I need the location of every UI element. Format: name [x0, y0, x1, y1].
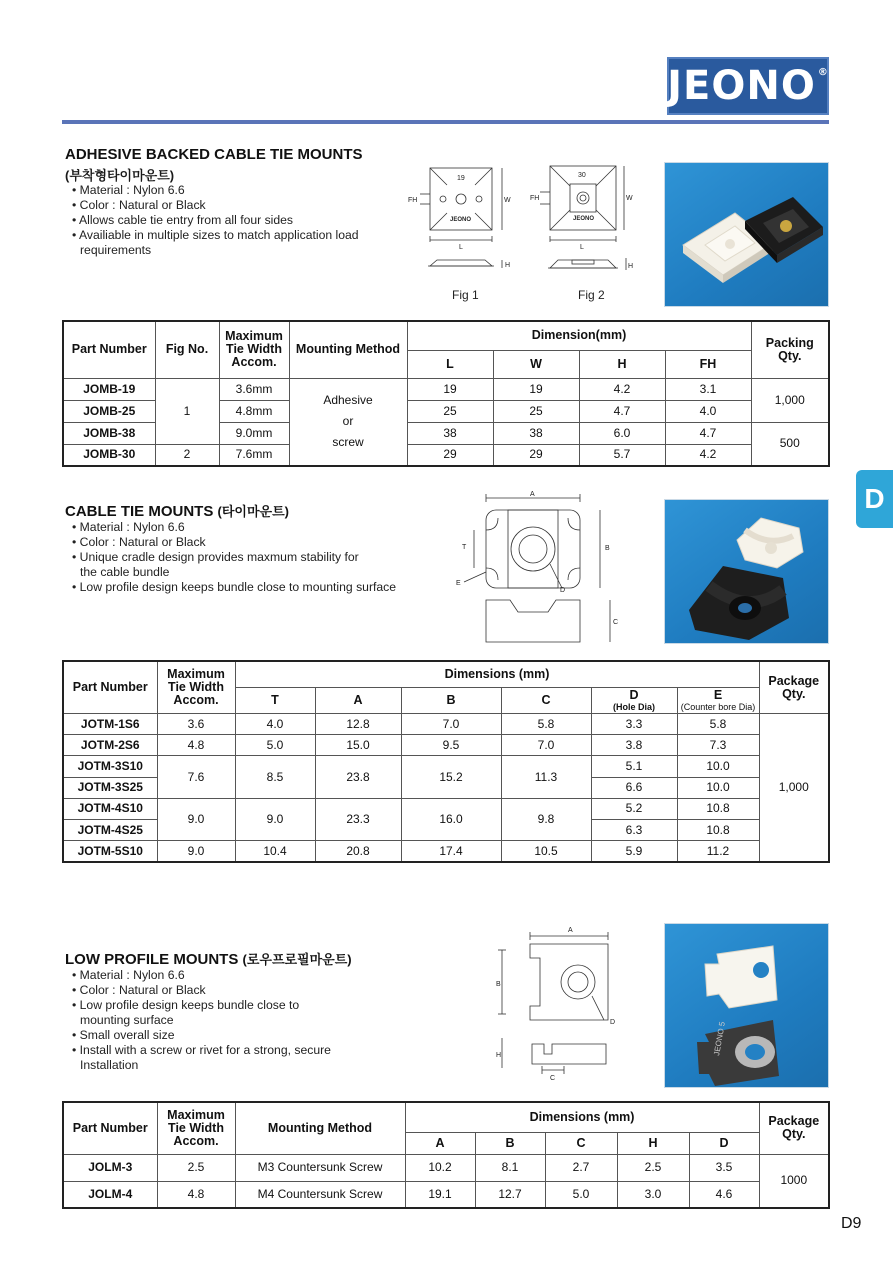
dim-a: 20.8: [315, 841, 401, 862]
dim-l: 38: [407, 422, 493, 444]
header-rule: [62, 120, 829, 124]
dim-h: 6.0: [579, 422, 665, 444]
dim-fh: 4.7: [665, 422, 751, 444]
brand-name: JEONO: [667, 63, 816, 109]
bullet: • Unique cradle design provides maxmum stability for the cable bundle: [68, 550, 378, 580]
part-number: JOTM-3S10: [63, 756, 157, 777]
part-number: JOMB-30: [63, 444, 155, 466]
dim-c: 11.3: [501, 756, 591, 798]
dim-c: 10.5: [501, 841, 591, 862]
fig1-h-label: H: [505, 262, 511, 269]
fig2-size-label: 30: [578, 172, 586, 179]
part-number: JOTM-2S6: [63, 735, 157, 756]
dim-w: 25: [493, 400, 579, 422]
page-number: D9: [841, 1215, 862, 1232]
bullet: • Low profile design keeps bundle close to mounting surface: [68, 580, 438, 595]
part-number: JOLM-4: [63, 1181, 157, 1208]
header-h: H: [617, 1132, 689, 1154]
part-number: JOTM-4S25: [63, 820, 157, 841]
fig2-l-label: L: [580, 244, 584, 251]
cable-title-ko: (타이마운트): [217, 504, 289, 519]
low-bullets: [68, 968, 358, 1073]
dim-d: 6.6: [591, 777, 677, 798]
tie-width: 3.6: [157, 714, 235, 735]
low-c-label: C: [550, 1075, 556, 1082]
bullet: • Install with a screw or rivet for a strong, secure Installation: [68, 1043, 353, 1073]
dim-e: 10.8: [677, 820, 759, 841]
cable-c-label: C: [613, 619, 619, 626]
header-e-sub: (Counter bore Dia): [680, 701, 756, 712]
header-c: C: [545, 1132, 617, 1154]
cable-bullets: [68, 520, 438, 595]
table-row: [63, 756, 829, 777]
mount-line: or: [342, 414, 354, 429]
dim-e: 5.8: [677, 714, 759, 735]
dim-d: 5.9: [591, 841, 677, 862]
dim-e: 11.2: [677, 841, 759, 862]
fig1-l-label: L: [459, 244, 463, 251]
dim-c: 5.8: [501, 714, 591, 735]
dim-a: 23.8: [315, 756, 401, 798]
header-b: B: [475, 1132, 545, 1154]
dim-c: 7.0: [501, 735, 591, 756]
fig1-drawing: [402, 160, 522, 280]
tie-width: 4.8: [157, 1181, 235, 1208]
cable-mount-drawing: [450, 488, 630, 648]
photo-brand-mark: JEONO 5: [712, 1021, 727, 1057]
header-fh: FH: [665, 350, 751, 378]
dim-l: 29: [407, 444, 493, 466]
low-profile-drawing: [488, 920, 623, 1085]
dim-h: 4.7: [579, 400, 665, 422]
low-d-label: D: [610, 1019, 616, 1026]
dim-d: 5.2: [591, 798, 677, 819]
fig2-w-label: W: [626, 195, 633, 202]
dim-h: 3.0: [617, 1181, 689, 1208]
header-part-number: Part Number: [63, 661, 157, 714]
low-a-label: A: [568, 927, 573, 934]
package-qty: 1,000: [759, 714, 829, 863]
dim-b: 12.7: [475, 1181, 545, 1208]
table-row: [63, 378, 829, 400]
tie-width: 4.8mm: [219, 400, 289, 422]
dim-t: 4.0: [235, 714, 315, 735]
header-tie-width: Maximum Tie Width Accom.: [157, 661, 235, 714]
low-title: [65, 949, 352, 968]
table-row: [63, 798, 829, 819]
dim-e: 10.8: [677, 798, 759, 819]
fig1-caption: Fig 1: [452, 288, 479, 302]
mounting-method: M3 Countersunk Screw: [235, 1154, 405, 1181]
dim-e: 10.0: [677, 777, 759, 798]
fig-no: 1: [155, 378, 219, 444]
dim-a: 10.2: [405, 1154, 475, 1181]
adhesive-product-photo: [664, 162, 829, 307]
cable-mounts-illustration: [665, 500, 829, 644]
packing-qty: 1,000: [751, 378, 829, 422]
part-number: JOMB-19: [63, 378, 155, 400]
header-a: A: [405, 1132, 475, 1154]
header-part-number: Part Number: [63, 321, 155, 378]
packing-qty: 500: [751, 422, 829, 466]
adhesive-title: ADHESIVE BACKED CABLE TIE MOUNTS: [65, 146, 363, 163]
cable-title-text: CABLE TIE MOUNTS: [65, 503, 214, 520]
fig1-w-label: W: [504, 197, 511, 204]
cable-e-label: E: [456, 580, 461, 587]
header-d: [591, 687, 677, 713]
fig1-fh-label: FH: [408, 197, 418, 204]
dim-t: 10.4: [235, 841, 315, 862]
dim-d: 6.3: [591, 820, 677, 841]
dim-b: 7.0: [401, 714, 501, 735]
tie-width: 9.0mm: [219, 422, 289, 444]
dim-fh: 4.0: [665, 400, 751, 422]
mount-line: screw: [332, 435, 364, 450]
dim-d: 3.3: [591, 714, 677, 735]
cable-b-label: B: [605, 545, 610, 552]
cable-a-label: A: [530, 491, 535, 498]
dim-fh: 3.1: [665, 378, 751, 400]
tie-width: 3.6mm: [219, 378, 289, 400]
adhesive-spec-table: [62, 320, 830, 467]
part-number: JOTM-1S6: [63, 714, 157, 735]
header-a: A: [315, 687, 401, 713]
tie-width: 4.8: [157, 735, 235, 756]
tie-width: 9.0: [157, 798, 235, 840]
header-package-qty: Package Qty.: [759, 661, 829, 714]
mounting-method: M4 Countersunk Screw: [235, 1181, 405, 1208]
dim-a: 15.0: [315, 735, 401, 756]
tie-width: 7.6: [157, 756, 235, 798]
header-w: W: [493, 350, 579, 378]
dim-w: 29: [493, 444, 579, 466]
header-h: H: [579, 350, 665, 378]
bullet: • Color : Natural or Black: [68, 535, 438, 550]
header-mounting-method: Mounting Method: [235, 1102, 405, 1154]
bullet: • Material : Nylon 6.6: [68, 520, 438, 535]
low-product-photo: [664, 923, 829, 1088]
part-number: JOTM-5S10: [63, 841, 157, 862]
mount-line: Adhesive: [323, 393, 373, 408]
header-c: C: [501, 687, 591, 713]
dim-t: 9.0: [235, 798, 315, 840]
cable-product-photo: [664, 499, 829, 644]
header-d: D: [689, 1132, 759, 1154]
fig2-h-label: H: [628, 263, 634, 270]
header-package-qty: Package Qty.: [759, 1102, 829, 1154]
adhesive-bullets: [68, 183, 368, 258]
fig1-size-label: 19: [457, 175, 465, 182]
dim-a: 19.1: [405, 1181, 475, 1208]
header-mounting-method: Mounting Method: [289, 321, 407, 378]
dim-l: 19: [407, 378, 493, 400]
dim-h: 2.5: [617, 1154, 689, 1181]
brand-logo: [667, 57, 829, 115]
registered-mark: ®: [817, 66, 829, 78]
header-tie-width: Maximum Tie Width Accom.: [157, 1102, 235, 1154]
dim-t: 8.5: [235, 756, 315, 798]
dim-b: 17.4: [401, 841, 501, 862]
table-row: [63, 1154, 829, 1181]
part-number: JOMB-25: [63, 400, 155, 422]
fig2-brand-label: JEONO: [573, 216, 595, 222]
dim-t: 5.0: [235, 735, 315, 756]
low-b-label: B: [496, 981, 501, 988]
dim-b: 16.0: [401, 798, 501, 840]
header-l: L: [407, 350, 493, 378]
table-row: [63, 444, 829, 466]
low-h-label: H: [496, 1052, 502, 1059]
header-fig-no: Fig No.: [155, 321, 219, 378]
dim-l: 25: [407, 400, 493, 422]
dim-b: 15.2: [401, 756, 501, 798]
low-title-ko: (로우프로필마운트): [242, 952, 352, 967]
dim-b: 9.5: [401, 735, 501, 756]
mounting-method: [289, 378, 407, 466]
table-row: [63, 735, 829, 756]
part-number: JOLM-3: [63, 1154, 157, 1181]
tie-width: 9.0: [157, 841, 235, 862]
dim-d: 5.1: [591, 756, 677, 777]
tie-width: 2.5: [157, 1154, 235, 1181]
header-dimensions: Dimensions (mm): [235, 661, 759, 687]
dim-a: 12.8: [315, 714, 401, 735]
dim-d: 3.8: [591, 735, 677, 756]
section-tab[interactable]: D: [856, 470, 893, 528]
dim-fh: 4.2: [665, 444, 751, 466]
part-number: JOTM-3S25: [63, 777, 157, 798]
bullet: • Low profile design keeps bundle close to mounting surface: [68, 998, 318, 1028]
bullet: • Small overall size: [68, 1028, 358, 1043]
fig2-fh-label: FH: [530, 195, 540, 202]
header-e: [677, 687, 759, 713]
dim-d: 4.6: [689, 1181, 759, 1208]
dim-c: 2.7: [545, 1154, 617, 1181]
dim-h: 4.2: [579, 378, 665, 400]
dim-d: 3.5: [689, 1154, 759, 1181]
header-b: B: [401, 687, 501, 713]
cable-title: [65, 501, 289, 520]
dim-w: 38: [493, 422, 579, 444]
low-mounts-illustration: [665, 924, 829, 1088]
bullet: • Color : Natural or Black: [68, 983, 358, 998]
fig-no: 2: [155, 444, 219, 466]
low-title-text: LOW PROFILE MOUNTS: [65, 951, 239, 968]
dim-e: 10.0: [677, 756, 759, 777]
fig2-drawing: [528, 160, 648, 280]
adhesive-subtitle: (부착형타이마운트): [65, 168, 175, 183]
adhesive-mounts-illustration: [665, 163, 829, 307]
table-row: [63, 1181, 829, 1208]
header-d-sub: (Hole Dia): [612, 701, 655, 712]
cable-d-label: D: [560, 587, 566, 594]
header-part-number: Part Number: [63, 1102, 157, 1154]
package-qty: 1000: [759, 1154, 829, 1208]
dim-c: 5.0: [545, 1181, 617, 1208]
bullet: • Material : Nylon 6.6: [68, 183, 368, 198]
tie-width: 7.6mm: [219, 444, 289, 466]
dim-b: 8.1: [475, 1154, 545, 1181]
dim-h: 5.7: [579, 444, 665, 466]
bullet: • Availiable in multiple sizes to match application load requirements: [68, 228, 368, 258]
bullet: • Color : Natural or Black: [68, 198, 368, 213]
dim-e: 7.3: [677, 735, 759, 756]
part-number: JOMB-38: [63, 422, 155, 444]
header-dimension: Dimension(mm): [407, 321, 751, 350]
cable-t-label: T: [462, 544, 467, 551]
header-tie-width: Maximum Tie Width Accom.: [219, 321, 289, 378]
cable-spec-table: [62, 660, 830, 863]
bullet: • Material : Nylon 6.6: [68, 968, 358, 983]
part-number: JOTM-4S10: [63, 798, 157, 819]
fig2-caption: Fig 2: [578, 288, 605, 302]
dim-a: 23.3: [315, 798, 401, 840]
header-packing-qty: Packing Qty.: [751, 321, 829, 378]
table-row: [63, 714, 829, 735]
bullet: • Allows cable tie entry from all four sides: [68, 213, 368, 228]
header-dimensions: Dimensions (mm): [405, 1102, 759, 1132]
dim-w: 19: [493, 378, 579, 400]
header-e-label: E: [713, 687, 723, 702]
fig1-brand-label: JEONO: [450, 217, 472, 223]
header-d-label: D: [629, 687, 639, 702]
dim-c: 9.8: [501, 798, 591, 840]
low-spec-table: [62, 1101, 830, 1209]
header-t: T: [235, 687, 315, 713]
table-row: [63, 841, 829, 862]
